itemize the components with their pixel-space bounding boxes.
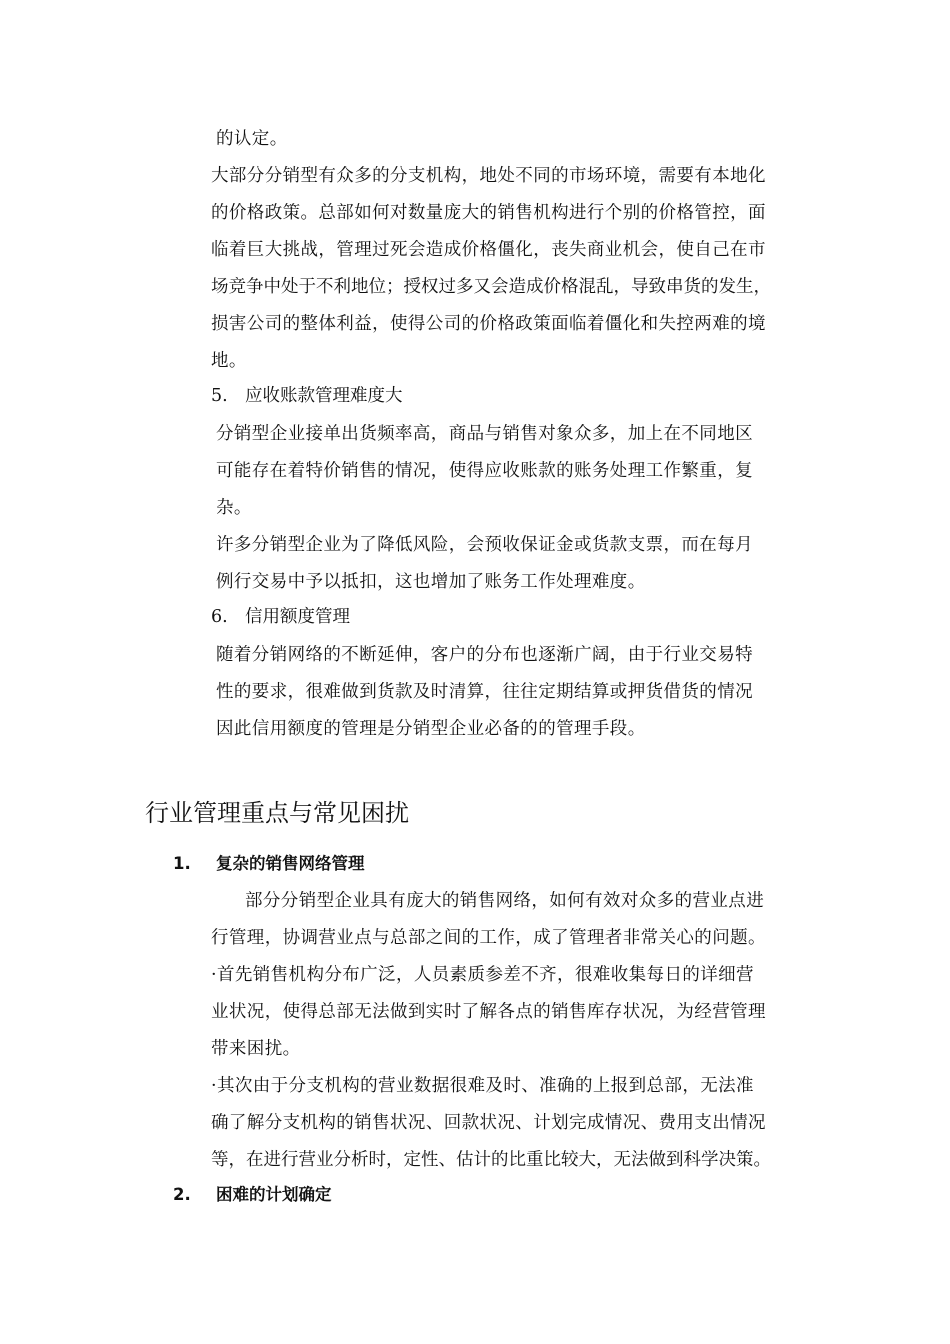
subheading-number: 2.	[173, 1185, 191, 1204]
text-line: 业状况，使得总部无法做到实时了解各点的销售库存状况，为经营管理	[211, 1002, 766, 1022]
subheading-title: 复杂的销售网络管理	[216, 854, 365, 873]
list-title: 应收账款管理难度大	[245, 386, 403, 406]
text-line: 部分分销型企业具有庞大的销售网络，如何有效对众多的营业点进	[245, 891, 765, 911]
text-line: 行管理，协调营业点与总部之间的工作，成了管理者非常关心的问题。	[211, 928, 766, 948]
text-line: 的认定。	[216, 129, 288, 149]
text-line: 场竞争中处于不利地位；授权过多又会造成价格混乱，导致串货的发生，	[211, 277, 771, 297]
section-heading: 行业管理重点与常见困扰	[145, 799, 409, 827]
text-line: 的价格政策。总部如何对数量庞大的销售机构进行个别的价格管控，面	[211, 203, 766, 223]
text-line: 许多分销型企业为了降低风险，会预收保证金或货款支票，而在每月	[216, 535, 753, 555]
subheading-1	[173, 853, 365, 875]
list-title: 信用额度管理	[245, 607, 350, 627]
text-line: 性的要求，很难做到货款及时清算，往往定期结算或押货借货的情况	[216, 682, 753, 702]
text-line: 随着分销网络的不断延伸，客户的分布也逐渐广阔，由于行业交易特	[216, 645, 753, 665]
subheading-number: 1.	[173, 854, 191, 873]
text-line: ·首先销售机构分布广泛，人员素质参差不齐，很难收集每日的详细营	[211, 965, 754, 985]
text-line: 临着巨大挑战，管理过死会造成价格僵化，丧失商业机会，使自己在市	[211, 240, 766, 260]
text-line: 大部分分销型有众多的分支机构，地处不同的市场环境，需要有本地化	[211, 166, 766, 186]
text-line: 因此信用额度的管理是分销型企业必备的的管理手段。	[216, 719, 646, 739]
text-line: 等，在进行营业分析时，定性、估计的比重比较大，无法做到科学决策。	[211, 1150, 771, 1170]
list-item-6	[211, 605, 350, 629]
subheading-title: 困难的计划确定	[216, 1185, 332, 1204]
text-line: 杂。	[216, 498, 252, 518]
text-line: 分销型企业接单出货频率高，商品与销售对象众多，加上在不同地区	[216, 424, 753, 444]
list-number: 5.	[211, 386, 228, 406]
text-line: 地。	[211, 351, 247, 371]
text-line: 带来困扰。	[211, 1039, 301, 1059]
text-line: ·其次由于分支机构的营业数据很难及时、准确的上报到总部，无法准	[211, 1076, 754, 1096]
text-line: 可能存在着特价销售的情况，使得应收账款的账务处理工作繁重，复	[216, 461, 753, 481]
text-line: 损害公司的整体利益，使得公司的价格政策面临着僵化和失控两难的境	[211, 314, 766, 334]
text-line: 确了解分支机构的销售状况、回款状况、计划完成情况、费用支出情况	[211, 1113, 766, 1133]
list-item-5	[211, 384, 403, 408]
text-line: 例行交易中予以抵扣，这也增加了账务工作处理难度。	[216, 572, 646, 592]
subheading-2	[173, 1184, 332, 1206]
list-number: 6.	[211, 607, 228, 627]
